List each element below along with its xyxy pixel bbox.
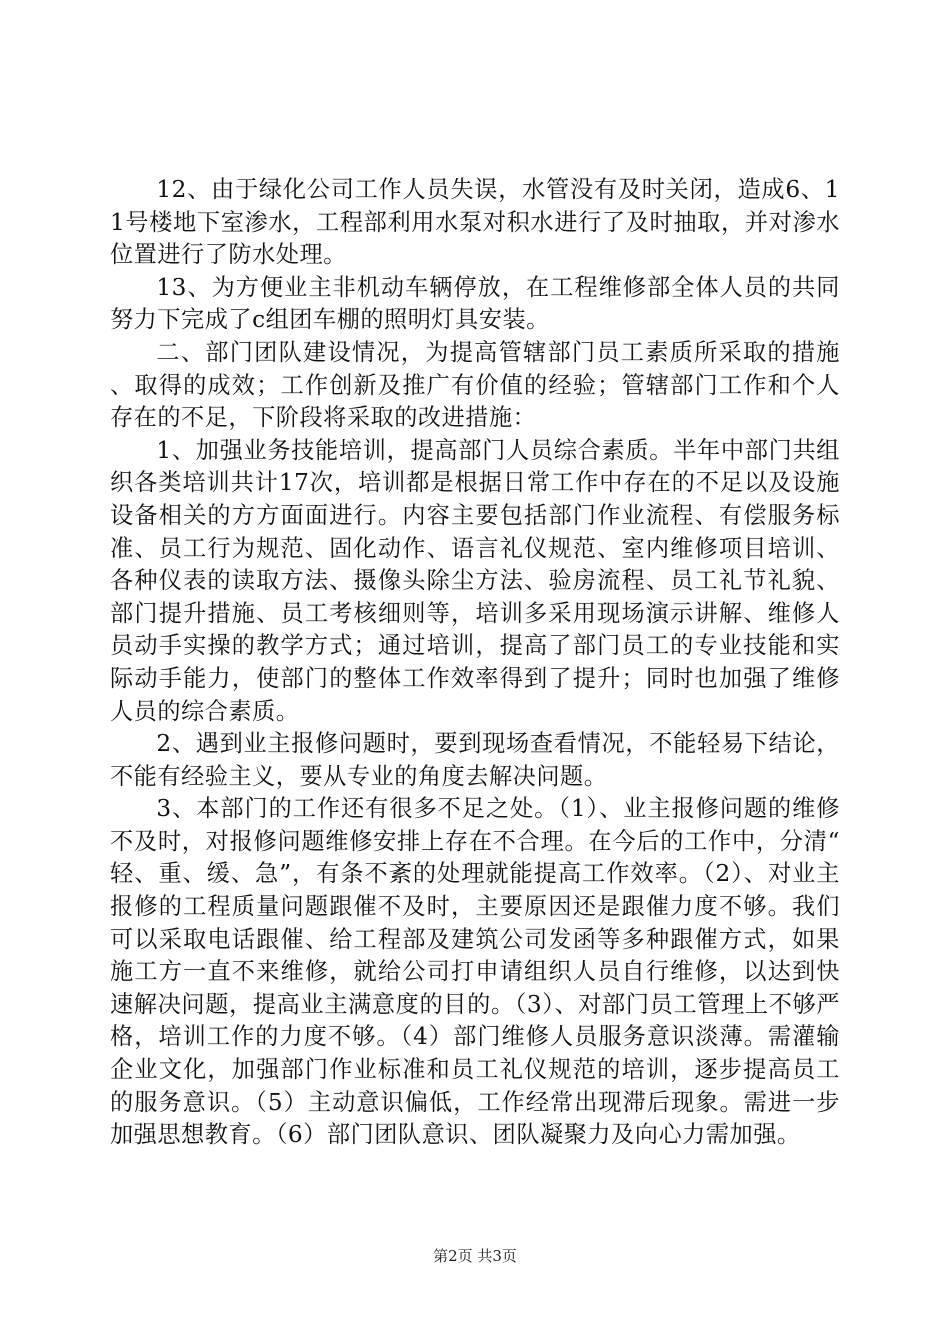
paragraph-training: 1、加强业务技能培训，提高部门人员综合素质。半年中部门共组织各类培训共计17次，培训都是根据日常工作中存在的不足以及设施设备相关的方方面面进行。内容主要包括部门作业流程、有偿服务标准、员工行为规范、固化动作、语言礼仪规范、室内维修项目培训、各种仪表的读取方法、摄像头除尘方法、验房流程、员工礼节礼貌、部门提升措施、员工考核细则等，培训多采用现场演示讲解、维修人员动手实操的教学方式；通过培训，提高了部门员工的专业技能和实际动手能力，使部门的整体工作效率得到了提升；同时也加强了维修人员的综合素质。 (110, 436, 840, 725)
document-body (110, 174, 840, 1152)
paragraph-13: 13、为方便业主非机动车辆停放，在工程维修部全体人员的共同努力下完成了c组团车棚的照明灯具安装。 (110, 273, 840, 334)
section-heading-team-building: 二、部门团队建设情况，为提高管辖部门员工素质所采取的措施、取得的成效；工作创新及推广有价值的经验；管辖部门工作和个人存在的不足，下阶段将采取的改进措施： (110, 338, 840, 432)
paragraph-12: 12、由于绿化公司工作人员失误，水管没有及时关闭，造成6、11号楼地下室渗水，工程部利用水泵对积水进行了及时抽取，并对渗水位置进行了防水处理。 (110, 176, 840, 269)
page-number-footer: 第2页 共3页 (433, 1247, 517, 1265)
paragraph-shortcomings: 3、本部门的工作还有很多不足之处。（1）、业主报修问题的维修不及时，对报修问题维修安排上存在不合理。在今后的工作中，分清“轻、重、缓、急”，有条不紊的处理就能提高工作效率。（2）、对业主报修的工程质量问题跟催不及时，主要原因还是跟催力度不够。我们可以采取电话跟催、给工程部及建筑公司发函等多种跟催方式，如果施工方一直不来维修，就给公司打申请组织人员自行维修，以达到快速解决问题，提高业主满意度的目的。（3）、对部门员工管理上不够严格，培训工作的力度不够。（4）部门维修人员服务意识淡薄。需灌输企业文化，加强部门作业标准和员工礼仪规范的培训，逐步提高员工的服务意识。（5）主动意识偏低，工作经常出现滞后现象。需进一步加强思想教育。（6）部门团队意识、团队凝聚力及向心力需加强。 (110, 795, 840, 1149)
paragraph-on-site-inspection: 2、遇到业主报修问题时，要到现场查看情况，不能轻易下结论，不能有经验主义，要从专业的角度去解决问题。 (110, 730, 840, 790)
